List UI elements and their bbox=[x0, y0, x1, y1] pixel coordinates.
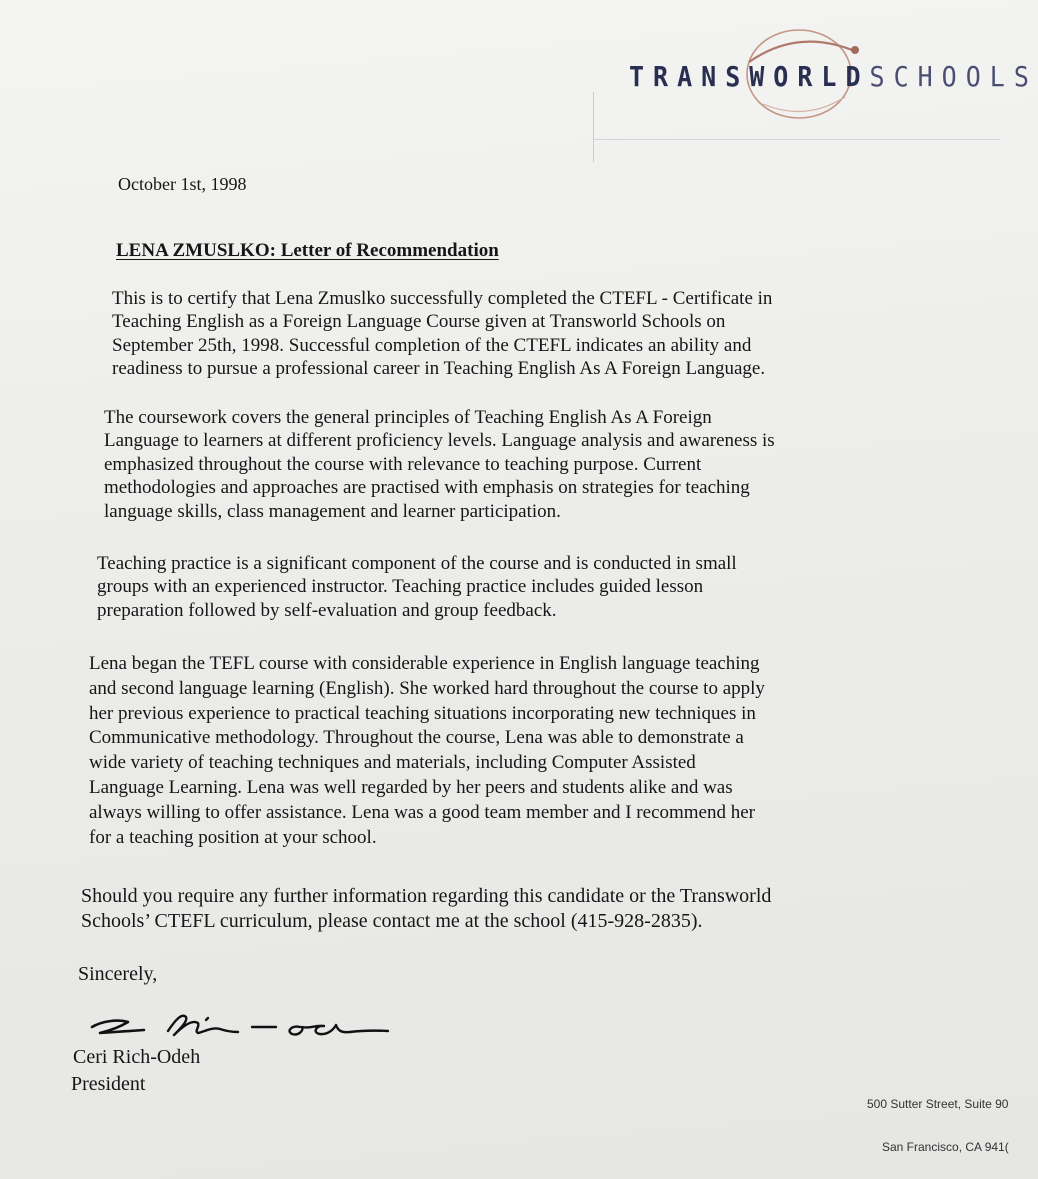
letterhead-logo bbox=[585, 22, 1038, 147]
paragraph-line: emphasized throughout the course with relevance to teaching purpose. Current bbox=[104, 453, 702, 475]
letterhead-horizontal-rule bbox=[593, 139, 1000, 140]
paragraph-certification bbox=[112, 287, 772, 381]
paragraph-line: readiness to pursue a professional career in Teaching English As A Foreign Language. bbox=[112, 358, 766, 380]
handwritten-signature-icon bbox=[88, 1005, 408, 1050]
paragraph-line: Schools’ CTEFL curriculum, please contact me at the school (415-928-2835). bbox=[81, 910, 703, 932]
paragraph-line: Teaching English as a Foreign Language Course given at Transworld Schools on bbox=[112, 311, 726, 333]
letter-subject: LENA ZMUSLKO: Letter of Recommendation bbox=[116, 240, 499, 261]
paragraph-recommendation bbox=[89, 652, 765, 850]
paragraph-contact bbox=[81, 884, 771, 934]
paragraph-line: language skills, class management and learner participation. bbox=[104, 500, 561, 522]
paragraph-line: always willing to offer assistance. Lena was a good team member and I recommend her bbox=[89, 801, 756, 823]
signer-name: Ceri Rich-Odeh bbox=[73, 1046, 201, 1068]
paragraph-line: Language Learning. Lena was well regarded by her peers and students alike and was bbox=[89, 776, 733, 798]
letter-closing: Sincerely, bbox=[78, 963, 158, 985]
paragraph-teaching-practice bbox=[97, 552, 737, 622]
paragraph-coursework bbox=[104, 406, 775, 523]
paragraph-line: This is to certify that Lena Zmuslko successfully completed the CTEFL - Certificate in bbox=[112, 288, 773, 309]
signer-title: President bbox=[71, 1073, 146, 1095]
letterhead-vertical-rule bbox=[593, 92, 594, 162]
paragraph-line: for a teaching position at your school. bbox=[89, 826, 377, 848]
paragraph-line: Teaching practice is a significant component of the course and is conducted in small bbox=[97, 553, 737, 574]
letterhead-wordmark bbox=[629, 60, 1038, 93]
footer-address-line2: San Francisco, CA 941( bbox=[882, 1140, 1009, 1154]
paragraph-line: her previous experience to practical teaching situations incorporating new techniques in bbox=[89, 702, 756, 724]
paragraph-line: Language to learners at different proficiency levels. Language analysis and awareness is bbox=[104, 430, 775, 452]
paragraph-line: methodologies and approaches are practised with emphasis on strategies for teaching bbox=[104, 477, 750, 499]
logo-word-transworld: TRANSWORLD bbox=[629, 60, 870, 93]
paragraph-line: groups with an experienced instructor. Teaching practice includes guided lesson bbox=[97, 576, 704, 598]
paragraph-line: Lena began the TEFL course with considerable experience in English language teaching bbox=[89, 653, 760, 674]
paragraph-line: September 25th, 1998. Successful completion of the CTEFL indicates an ability and bbox=[112, 334, 752, 356]
footer-address-line1: 500 Sutter Street, Suite 90 bbox=[867, 1097, 1009, 1111]
letter-date: October 1st, 1998 bbox=[118, 174, 247, 194]
paragraph-line: The coursework covers the general principles of Teaching English As A Foreign bbox=[104, 407, 712, 428]
paragraph-line: Should you require any further information regarding this candidate or the Transworld bbox=[81, 885, 772, 907]
paragraph-line: preparation followed by self-evaluation and group feedback. bbox=[97, 599, 557, 621]
paragraph-line: and second language learning (English). She worked hard throughout the course to apply bbox=[89, 677, 765, 699]
paragraph-line: Communicative methodology. Throughout the course, Lena was able to demonstrate a bbox=[89, 727, 744, 749]
paragraph-line: wide variety of teaching techniques and materials, including Computer Assisted bbox=[89, 752, 696, 774]
logo-word-schools: SCHOOLS bbox=[869, 60, 1038, 93]
